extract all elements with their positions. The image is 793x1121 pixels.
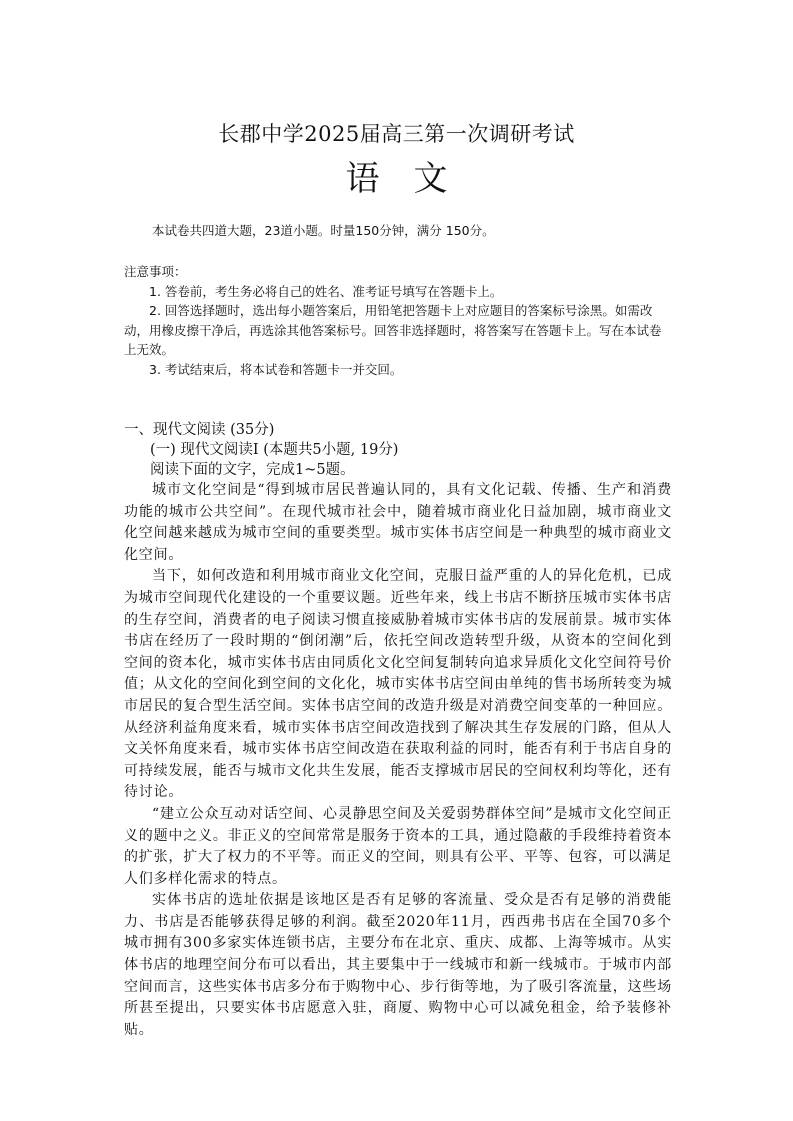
exam-title: 长郡中学2025届高三第一次调研考试 — [218, 122, 575, 146]
section-instruction: 阅读下面的文字，完成1~5题。 — [150, 462, 355, 478]
notice-item-1: 1. 答卷前，考生务必将自己的姓名、准考证号填写在答题卡上。 — [149, 283, 503, 299]
exam-info: 本试卷共四道大题，23道小题。时量150分钟，满分 150分。 — [152, 223, 495, 238]
notice-item-2: 2. 回答选择题时，选出每小题答案后，用铅笔把答题卡上对应题目的答案标号涂黑。如需改动，用橡皮擦干净后，再选涂其他答案标号。回答非选择题时，将答案写在答题卡上。写在本试卷上无效。 — [124, 303, 662, 358]
notice-block — [124, 262, 672, 380]
section-subheading: (一) 现代文阅读Ⅰ (本题共5小题, 19分) — [150, 442, 399, 458]
reading-passage — [124, 480, 672, 1041]
passage-paragraph-3: “建立公众互动对话空间、心灵静思空间及关爱弱势群体空间”是城市文化空间正义的题中之义。非正义的空间常常是服务于资本的工具，通过隐蔽的手段维持着资本的扩张，扩大了权力的不平等。而正义的空间，则具有公平、平等、包容，可以满足人们多样化需求的特点。 — [124, 805, 672, 887]
notice-heading: 注意事项： — [124, 264, 187, 279]
subject-title: 语文 — [345, 159, 482, 199]
section-heading: 一、现代文阅读 (35分) — [124, 422, 275, 438]
passage-paragraph-2: 当下，如何改造和利用城市商业文化空间，克服日益严重的人的异化危机，已成为城市空间现代化建设的一个重要议题。近些年来，线上书店不断挤压城市实体书店的生存空间，消费者的电子阅读习惯直接威胁着城市实体书店的发展前景。城市实体书店在经历了一段时期的“倒闭潮”后，依托空间改造转型升级，从资本的空间化到空间的资本化，城市实体书店由同质化文化空间复制转向追求异质化文化空间符号价值；从文化的空间化到空间的文化化，城市实体书店空间由单纯的售书场所转变为城市居民的复合型生活空间。实体书店空间的改造升级是对消费空间变革的一种回应。从经济利益角度来看，城市实体书店空间改造找到了解决其生存发展的门路，但从人文关怀角度来看，城市实体书店空间改造在获取利益的同时，能否有利于书店自身的可持续发展，能否与城市文化共生发展，能否支撑城市居民的空间权利均等化，还有待讨论。 — [124, 568, 672, 801]
notice-item-3: 3. 考试结束后，将本试卷和答题卡一并交回。 — [149, 361, 403, 377]
passage-paragraph-4: 实体书店的选址依据是该地区是否有足够的客流量、受众是否有足够的消费能力、书店是否能够获得足够的利润。截至2020年11月，西西弗书店在全国70多个城市拥有300多家实体连锁书店，主要分布在北京、重庆、成都、上海等城市。从实体书店的地理空间分布可以看出，其主要集中于一线城市和新一线城市。于城市内部空间而言，这些实体书店多分布于购物中心、步行街等地，为了吸引客流量，这些场所甚至提出，只要实体书店愿意入驻，商厦、购物中心可以减免租金，给予装修补贴。 — [124, 892, 672, 1038]
passage-paragraph-1: 城市文化空间是“得到城市居民普遍认同的，具有文化记载、传播、生产和消费功能的城市公共空间”。在现代城市社会中，随着城市商业化日益加剧，城市商业文化空间越来越成为城市空间的重要类型。城市实体书店空间是一种典型的城市商业文化空间。 — [124, 482, 672, 563]
